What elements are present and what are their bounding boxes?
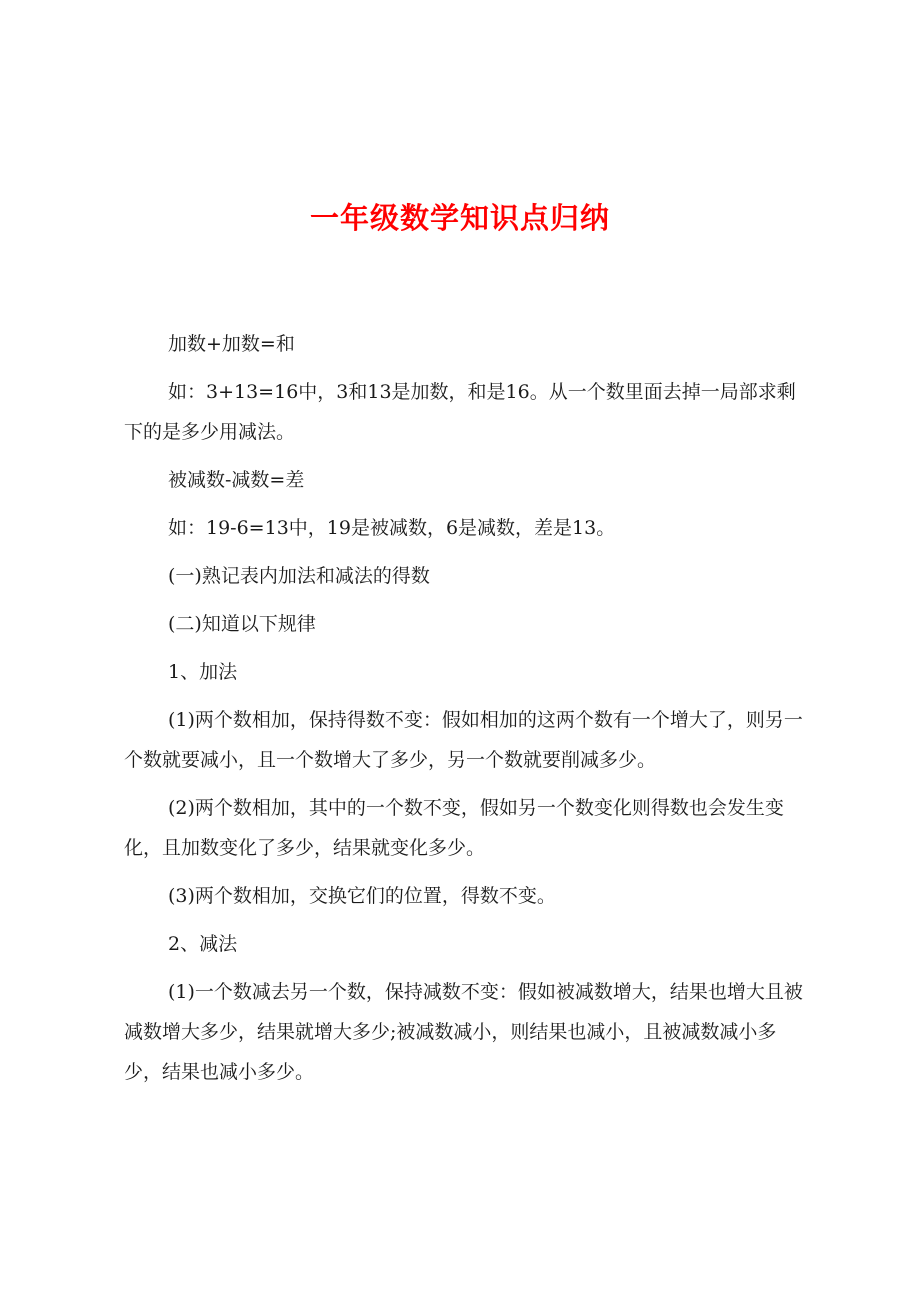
paragraph-subtraction-example: 如：19-6=13中，19是被减数，6是减数，差是13。: [168, 517, 616, 539]
paragraph-section-one: (一)熟记表内加法和减法的得数: [168, 565, 430, 587]
paragraph-addition-example: 如：3+13=16中，3和13是加数，和是16。从一个数里面去掉一局部求剩下的是多少用减法。: [124, 381, 796, 443]
paragraph-subtraction-heading: 2、减法: [168, 933, 238, 955]
paragraph-addition-rule-3: (3)两个数相加，交换它们的位置，得数不变。: [168, 885, 556, 907]
paragraph-addition-rule-2: (2)两个数相加，其中的一个数不变，假如另一个数变化则得数也会发生变化，且加数变化了多少，结果就变化多少。: [124, 797, 784, 859]
paragraph-addition-heading: 1、加法: [168, 661, 238, 683]
paragraph-subtraction-rule-1: (1)一个数减去另一个数，保持减数不变：假如被减数增大，结果也增大且被减数增大多少，结果就增大多少;被减数减小，则结果也减小，且被减数减小多少，结果也减小多少。: [124, 981, 803, 1083]
document-title: 一年级数学知识点归纳: [309, 201, 610, 235]
document-body: [124, 324, 808, 1100]
paragraph-addition-formula: 加数+加数=和: [168, 333, 295, 355]
paragraph-section-two: (二)知道以下规律: [168, 613, 316, 635]
paragraph-subtraction-formula: 被减数-减数=差: [168, 469, 305, 491]
paragraph-addition-rule-1: (1)两个数相加，保持得数不变：假如相加的这两个数有一个增大了，则另一个数就要减小，且一个数增大了多少，另一个数就要削减多少。: [124, 709, 803, 771]
